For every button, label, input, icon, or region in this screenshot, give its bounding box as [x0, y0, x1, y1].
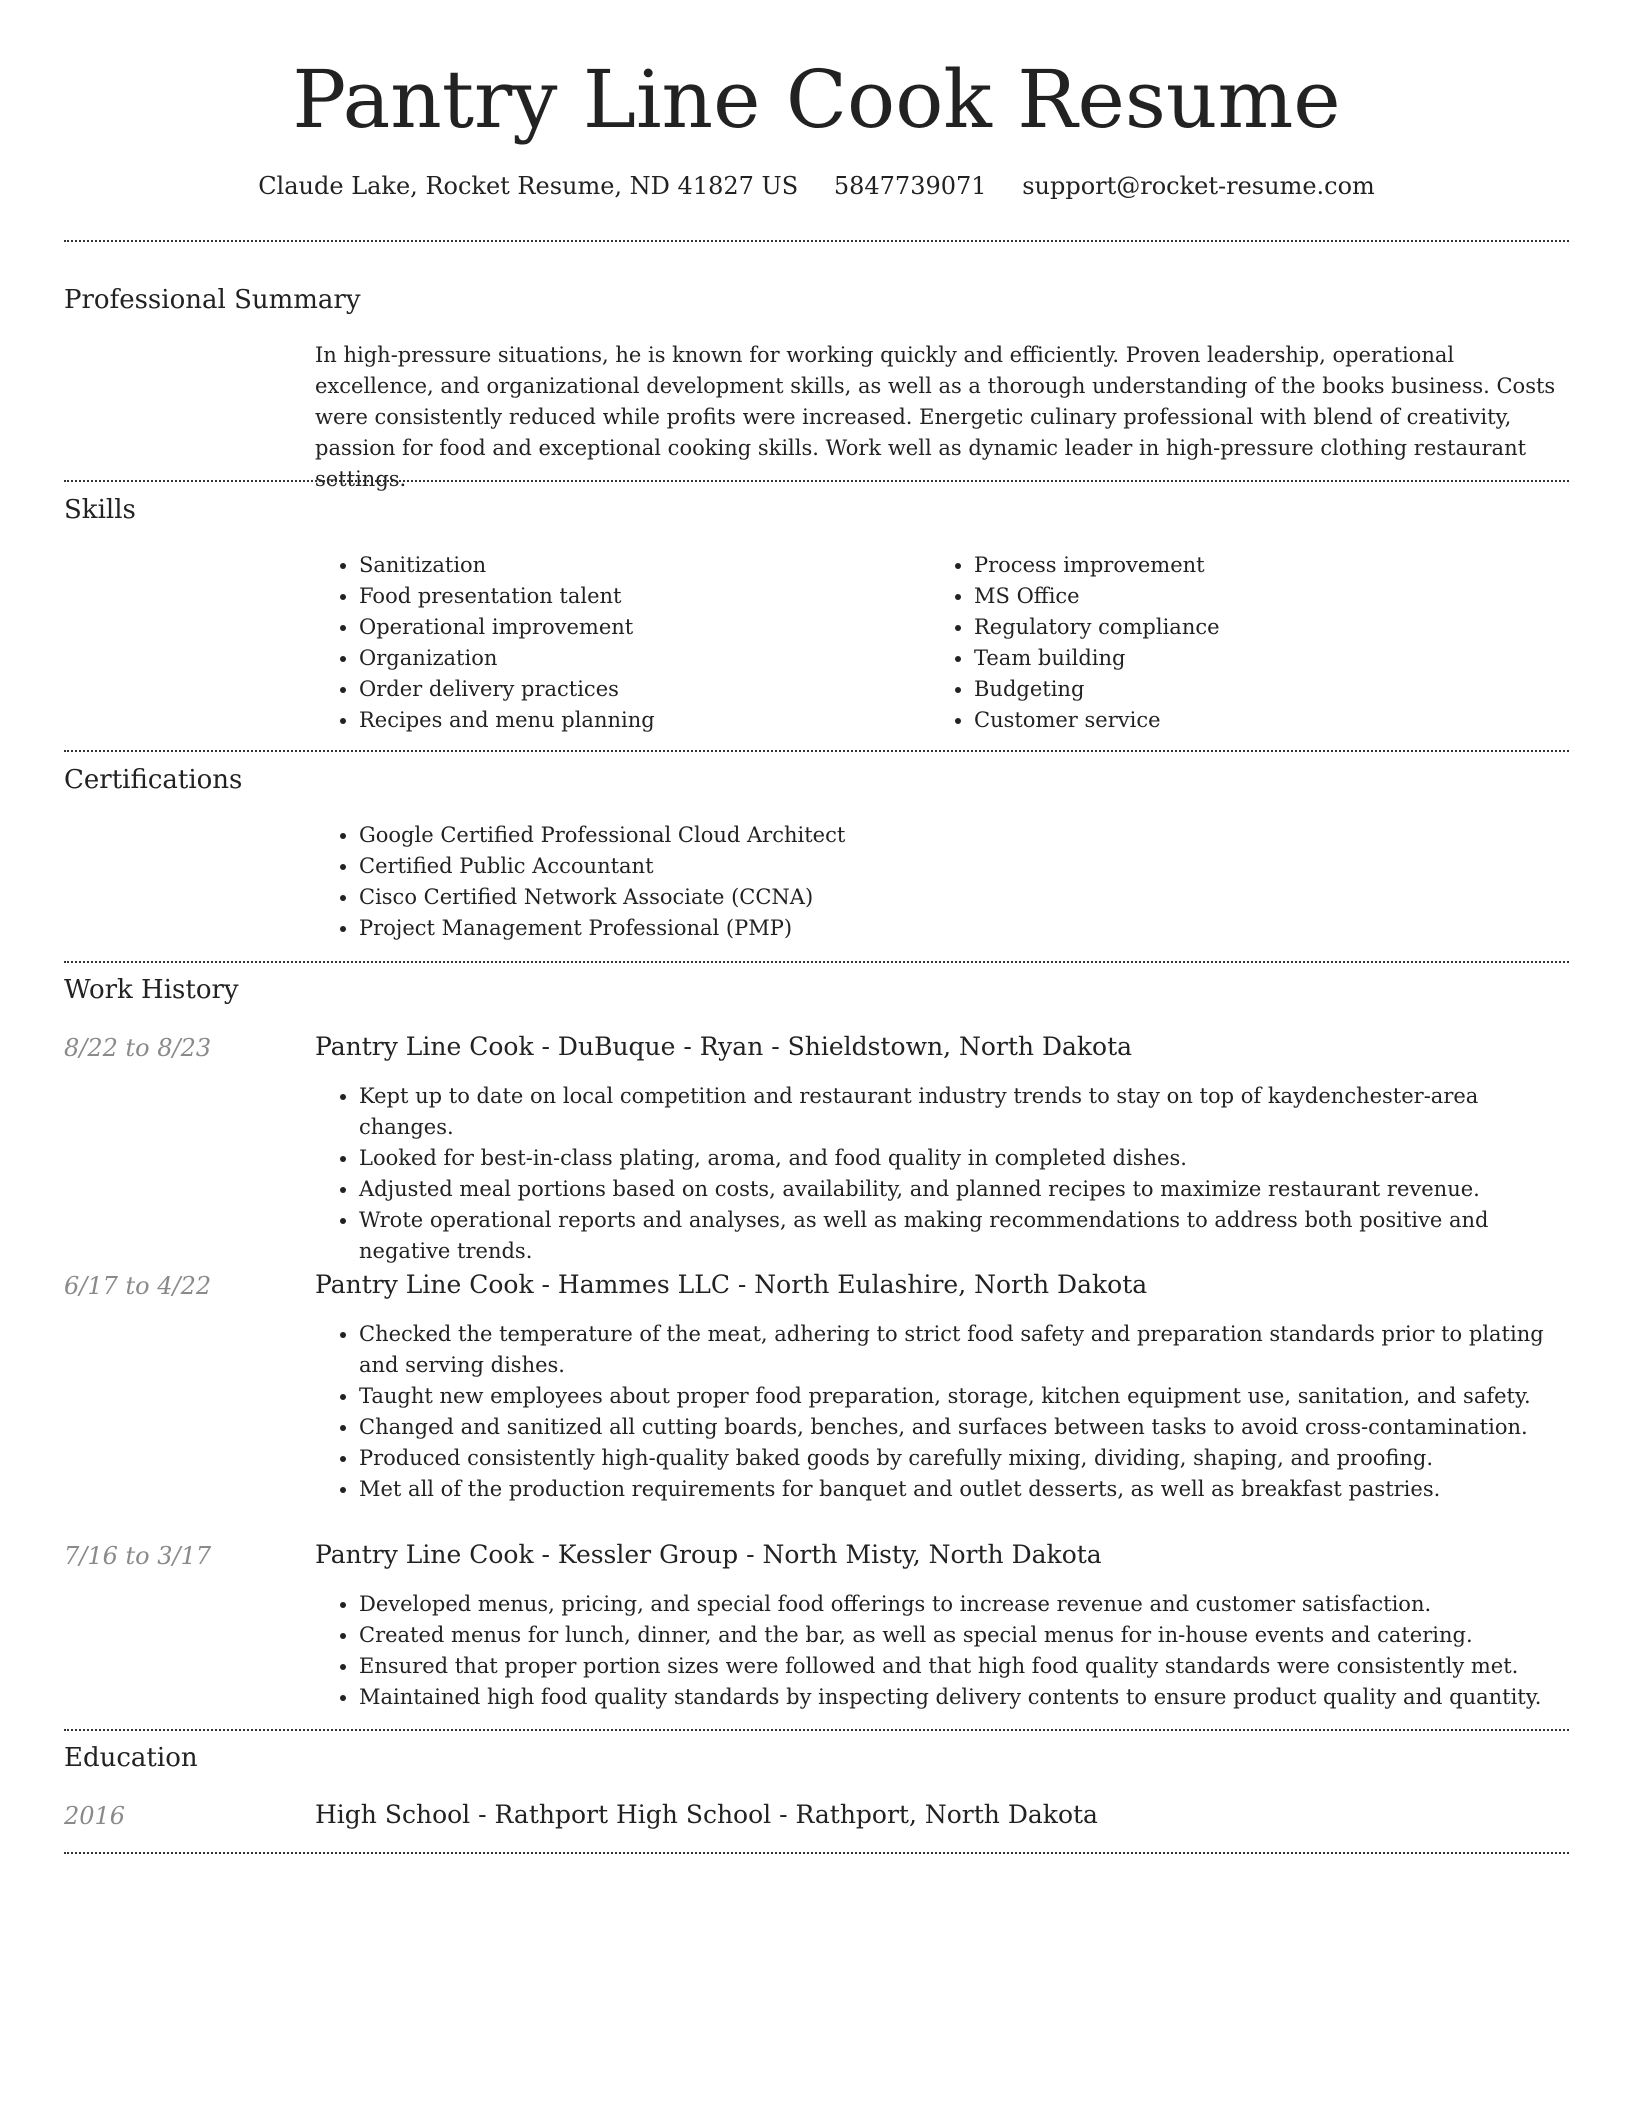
- job-bullets: [315, 1589, 1569, 1713]
- divider: [64, 961, 1569, 963]
- list-item: • Checked the temperature of the meat, adhering to strict food safety and preparation standards prior to plating and serving dishes.: [359, 1319, 1569, 1381]
- list-item: • Produced consistently high-quality baked goods by carefully mixing, dividing, shaping, and proofing.: [359, 1443, 1569, 1474]
- list-item: • Maintained high food quality standards by inspecting delivery contents to ensure product quality and quantity.: [359, 1682, 1569, 1713]
- list-item: • Ensured that proper portion sizes were followed and that high food quality standards were consistently met.: [359, 1651, 1569, 1682]
- list-item: • Met all of the production requirements for banquet and outlet desserts, as well as breakfast pastries.: [359, 1474, 1569, 1505]
- job-dates: 7/16 to 3/17: [64, 1542, 212, 1570]
- section-heading-education: Education: [64, 1743, 198, 1773]
- list-item: • Customer service: [974, 705, 1530, 736]
- divider: [64, 750, 1569, 752]
- contact-email: support@rocket-resume.com: [1022, 172, 1375, 200]
- section-heading-work-history: Work History: [64, 975, 239, 1005]
- list-item: • Cisco Certified Network Associate (CCNA): [359, 882, 1569, 913]
- list-item: • Certified Public Accountant: [359, 851, 1569, 882]
- job-title: Pantry Line Cook - DuBuque - Ryan - Shieldstown, North Dakota: [315, 1032, 1133, 1061]
- list-item: • Project Management Professional (PMP): [359, 913, 1569, 944]
- divider: [64, 240, 1569, 242]
- list-item: • Team building: [974, 643, 1530, 674]
- list-item: • Changed and sanitized all cutting boards, benches, and surfaces between tasks to avoid cross-contamination.: [359, 1412, 1569, 1443]
- job-dates: 6/17 to 4/22: [64, 1272, 212, 1300]
- list-item: • Process improvement: [974, 550, 1530, 581]
- job-bullets: [315, 1319, 1569, 1505]
- section-heading-certifications: Certifications: [64, 765, 243, 795]
- list-item: • Created menus for lunch, dinner, and the bar, as well as special menus for in-house events and catering.: [359, 1620, 1569, 1651]
- certifications-list: [315, 820, 1569, 944]
- list-item: • Looked for best-in-class plating, aroma, and food quality in completed dishes.: [359, 1143, 1569, 1174]
- education-title: High School - Rathport High School - Rathport, North Dakota: [315, 1800, 1098, 1829]
- list-item: • MS Office: [974, 581, 1530, 612]
- list-item: • Operational improvement: [359, 612, 875, 643]
- contact-phone: 5847739071: [833, 172, 987, 200]
- list-item: • Kept up to date on local competition and restaurant industry trends to stay on top of kaydenchester-area changes.: [359, 1081, 1569, 1143]
- divider: [64, 1852, 1569, 1854]
- list-item: • Developed menus, pricing, and special food offerings to increase revenue and customer satisfaction.: [359, 1589, 1569, 1620]
- section-heading-skills: Skills: [64, 495, 136, 525]
- job-bullets: [315, 1081, 1569, 1267]
- list-item: • Wrote operational reports and analyses, as well as making recommendations to address both positive and negative trends.: [359, 1205, 1569, 1267]
- list-item: • Budgeting: [974, 674, 1530, 705]
- list-item: • Food presentation talent: [359, 581, 875, 612]
- skills-list-left: [315, 550, 875, 736]
- list-item: • Sanitization: [359, 550, 875, 581]
- divider: [64, 480, 1569, 482]
- job-title: Pantry Line Cook - Hammes LLC - North Eulashire, North Dakota: [315, 1270, 1148, 1299]
- list-item: • Adjusted meal portions based on costs, availability, and planned recipes to maximize restaurant revenue.: [359, 1174, 1569, 1205]
- list-item: • Recipes and menu planning: [359, 705, 875, 736]
- list-item: • Order delivery practices: [359, 674, 875, 705]
- list-item: • Regulatory compliance: [974, 612, 1530, 643]
- list-item: • Taught new employees about proper food preparation, storage, kitchen equipment use, sanitation, and safety.: [359, 1381, 1569, 1412]
- contact-line: [64, 170, 1569, 202]
- job-title: Pantry Line Cook - Kessler Group - North Misty, North Dakota: [315, 1540, 1102, 1569]
- contact-address: Claude Lake, Rocket Resume, ND 41827 US: [258, 172, 799, 200]
- section-heading-summary: Professional Summary: [64, 285, 361, 315]
- list-item: • Organization: [359, 643, 875, 674]
- job-dates: 8/22 to 8/23: [64, 1034, 212, 1062]
- divider: [64, 1729, 1569, 1731]
- summary-text: In high-pressure situations, he is known for working quickly and efficiently. Proven leadership, operational excellence, and organizational development skills, as well as a thorough understanding of the books business. Costs were consistently reduced while profits were increased. Energetic culinary professional with blend of creativity, passion for food and exceptional cooking skills. Work well as dynamic leader in high-pressure clothing restaurant settings.: [315, 343, 1556, 491]
- education-year: 2016: [64, 1802, 126, 1830]
- resume-title: Pantry Line Cook Resume: [292, 53, 1341, 146]
- skills-list-right: [930, 550, 1530, 736]
- list-item: • Google Certified Professional Cloud Architect: [359, 820, 1569, 851]
